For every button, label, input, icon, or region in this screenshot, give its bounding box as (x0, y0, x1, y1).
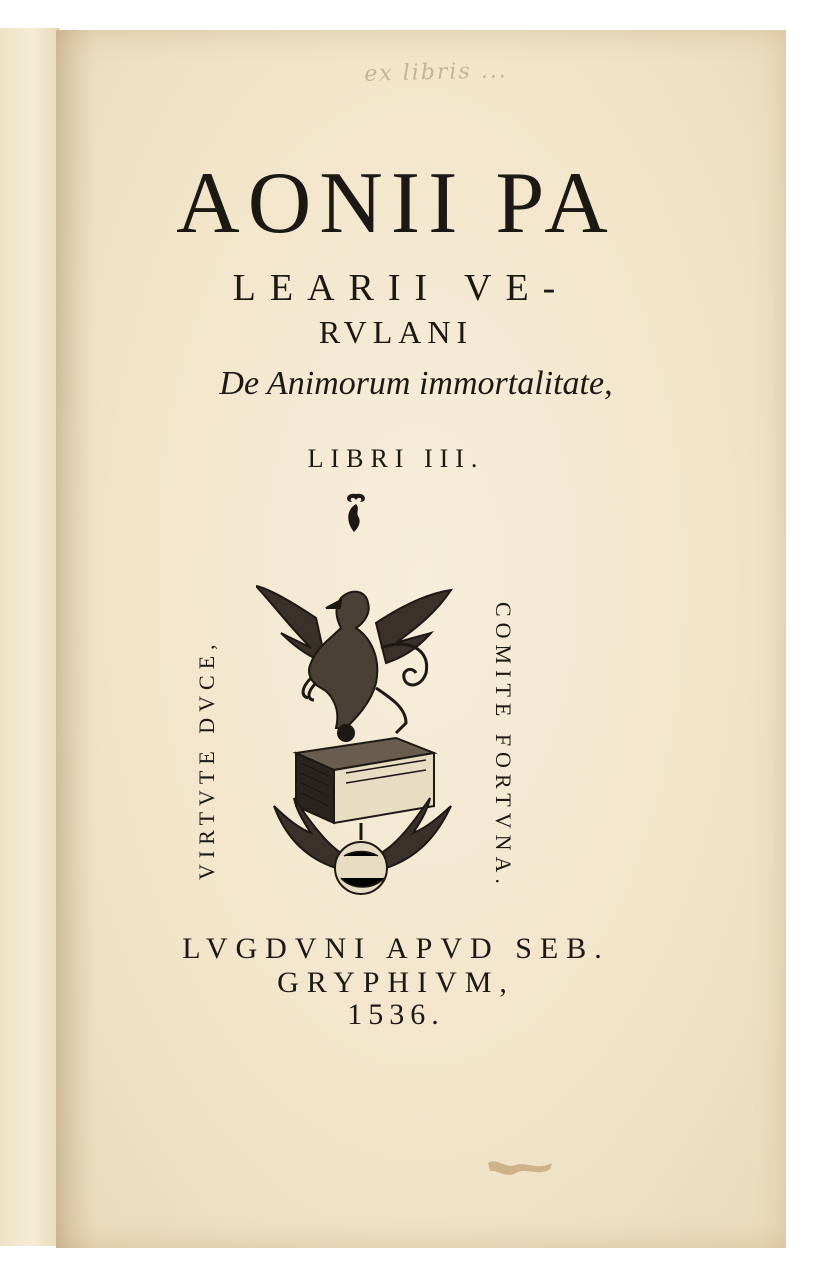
books-count: LIBRI III. (307, 444, 485, 473)
gutter-shadow (56, 30, 96, 1248)
title-page (56, 30, 786, 1248)
imprint-place-printer: LVGDVNI APVD SEB. (182, 932, 610, 965)
motto-left: VIRTVTE DVCE, (194, 638, 219, 880)
fleuron-ornament-icon (336, 488, 376, 538)
ownership-inscription: ex libris ... (363, 58, 508, 87)
show-through-text (106, 105, 676, 131)
title-line-3: RVLANI (318, 314, 474, 350)
paper-stain (486, 1155, 556, 1181)
motto-right: COMITE FORTVNA. (491, 602, 516, 890)
subtitle: De Animorum immortalitate, (219, 365, 613, 402)
title-line-2: LEARII VE- (232, 267, 570, 309)
facing-page-edge (0, 28, 59, 1246)
imprint-year: 1536. (347, 998, 445, 1031)
title-line-1: AONII PA (176, 155, 616, 252)
imprint-printer-name: GRYPHIVM, (277, 966, 515, 999)
printers-device-griffin (256, 578, 466, 908)
